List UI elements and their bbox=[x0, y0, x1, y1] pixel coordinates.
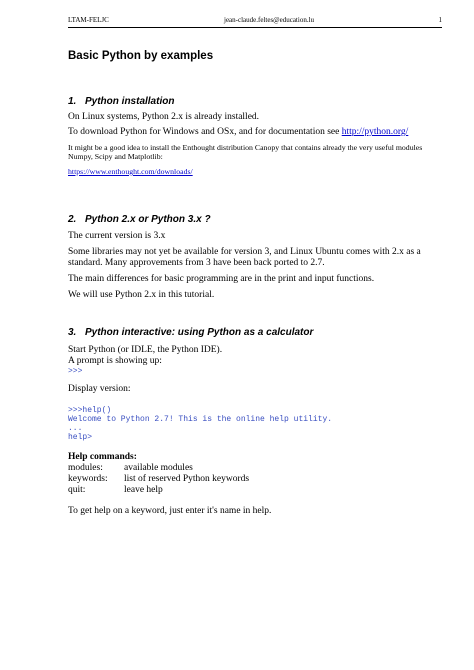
page-header bbox=[68, 13, 442, 28]
section-1-line2 bbox=[68, 127, 446, 138]
section-2-p1: The current version is 3.x bbox=[68, 231, 166, 241]
section-3-p2: A prompt is showing up: bbox=[68, 356, 162, 366]
list-item bbox=[68, 485, 446, 496]
prompt-code: >>> bbox=[68, 367, 83, 376]
help-value: available modules bbox=[124, 463, 193, 473]
section-1-note: It might be a good idea to install the Enthought distribution Canopy that contains already the very useful modules Numpy, Scipy and Matplotlib: bbox=[68, 143, 423, 161]
section-3-p1: Start Python (or IDLE, the Python IDE). bbox=[68, 345, 223, 355]
section-1-line2-text: To download Python for Windows and OSx, and for documentation see bbox=[68, 127, 342, 137]
header-email: jean-claude.feltes@education.lu bbox=[224, 16, 315, 24]
help-key: quit: bbox=[68, 485, 86, 495]
enthought-link[interactable]: https://www.enthought.com/downloads/ bbox=[68, 167, 193, 176]
section-3-heading bbox=[68, 327, 313, 338]
help-value: leave help bbox=[124, 485, 163, 495]
help-key: keywords: bbox=[68, 474, 108, 484]
section-2-number: 2. bbox=[68, 214, 77, 225]
python-org-link[interactable]: http://python.org/ bbox=[341, 127, 409, 137]
section-2-heading bbox=[68, 214, 211, 225]
code-line: Welcome to Python 2.7! This is the online help utility. bbox=[68, 415, 333, 424]
list-item bbox=[68, 474, 446, 485]
help-key: modules: bbox=[68, 463, 103, 473]
document-title: Basic Python by examples bbox=[68, 50, 214, 62]
section-2-p3: The main differences for basic programming are in the print and input functions. bbox=[68, 274, 375, 284]
help-commands-list bbox=[68, 463, 446, 496]
section-1-title: Python installation bbox=[85, 96, 175, 107]
page-number: 1 bbox=[438, 16, 442, 24]
section-3-p3: Display version: bbox=[68, 384, 131, 394]
help-code-block bbox=[68, 406, 446, 442]
section-1-note-link-line bbox=[68, 167, 446, 176]
help-commands-heading: Help commands: bbox=[68, 452, 137, 462]
header-left: LTAM-FELJC bbox=[68, 16, 109, 24]
section-2-p2: Some libraries may not yet be available for version 3, and Linux Ubuntu comes with 2.x as a standard. Many approvements from 3 have been back ported to 2.7. bbox=[68, 247, 421, 268]
section-3-title: Python interactive: using Python as a calculator bbox=[85, 327, 314, 338]
code-line: ... bbox=[68, 424, 83, 433]
list-item bbox=[68, 463, 446, 474]
code-line: >>>help() bbox=[68, 406, 112, 415]
section-2-title: Python 2.x or Python 3.x ? bbox=[85, 214, 211, 225]
help-value: list of reserved Python keywords bbox=[124, 474, 250, 484]
section-3-closing: To get help on a keyword, just enter it's name in help. bbox=[68, 506, 272, 516]
code-line: help> bbox=[68, 433, 93, 442]
section-1-number: 1. bbox=[68, 96, 77, 107]
section-1-line1: On Linux systems, Python 2.x is already installed. bbox=[68, 112, 260, 122]
section-1-heading bbox=[68, 96, 174, 107]
section-2-p4: We will use Python 2.x in this tutorial. bbox=[68, 290, 215, 300]
section-3-number: 3. bbox=[68, 327, 77, 338]
document-body bbox=[68, 50, 446, 516]
